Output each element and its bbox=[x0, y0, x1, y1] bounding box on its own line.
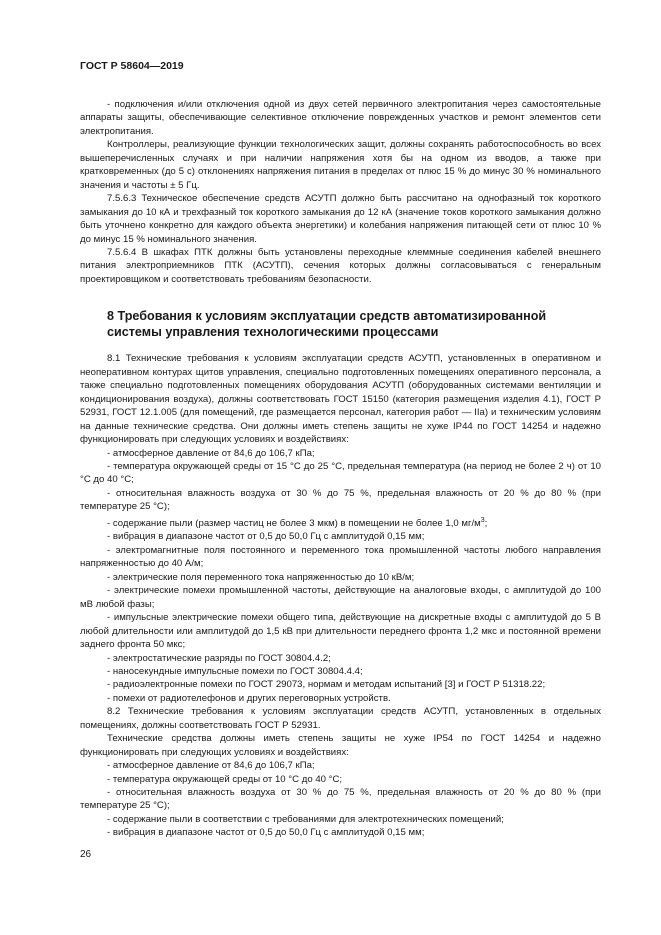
superscript: 3 bbox=[480, 516, 485, 524]
paragraph: - подключения и/или отключения одной из двух сетей первичного электропитания через самостоятельные аппараты защиты, обеспечивающие селективное отключение поврежденных участков и ремонт элементов сети электропитания. bbox=[80, 99, 601, 137]
list-item: - помехи от радиотелефонов и других переговорных устройств. bbox=[107, 692, 391, 704]
page-header: ГОСТ Р 58604—2019 bbox=[80, 60, 184, 72]
list-item-text: ; bbox=[484, 517, 488, 529]
section-heading bbox=[107, 308, 601, 340]
list-item: - атмосферное давление от 84,6 до 106,7 кПа; bbox=[107, 447, 315, 459]
section-heading-line: 8 Требования к условиям эксплуатации средств автоматизированной bbox=[107, 309, 547, 324]
paragraph: 7.5.6.4 В шкафах ПТК должны быть установлены переходные клеммные соединения кабелей внешнего питания электроприемников ПТК (АСУТП), сечения которых должны согласовываться с генеральным проектировщиком и соответствовать требованиям безопасности. bbox=[80, 246, 601, 285]
paragraph: 7.5.6.3 Техническое обеспечение средств АСУТП должно быть рассчитано на однофазный ток короткого замыкания до 10 кА и трехфазный ток короткого замыкания до 12 кА (значение токов короткого замыкания должно быть уточнено конкретно для каждого объекта энергетики) и колебания напряжения питающей сети от плюс 10 % до минус 15 % номинального значения. bbox=[80, 193, 601, 245]
list-item: - атмосферное давление от 84,6 до 106,7 кПа; bbox=[107, 760, 315, 772]
list-item: - импульсные электрические помехи общего типа, действующие на дискретные входы с амплитудой до 5 В любой длительности или амплитудой до 1,5 кВ при длительности переднего фронта 1,2 мкс и постоянной времени заднего фронта 50 мкс; bbox=[80, 612, 601, 651]
list-item bbox=[80, 514, 601, 531]
list-item: - вибрация в диапазоне частот от 0,5 до 50,0 Гц с амплитудой 0,15 мм; bbox=[107, 827, 425, 839]
page-number: 26 bbox=[80, 849, 92, 860]
paragraph: 8.1 Технические требования к условиям эксплуатации средств АСУТП, установленных в оперативном и неоперативном контурах щитов управления, специально подготовленных помещениях оперативного персонала, а также специально подготовленных помещениях оборудования АСУТП (оборудованных системами вентиляции и кондиционирования воздуха), должны соответствовать ГОСТ 15150 (категория размещения изделия 4.1), ГОСТ Р 52931, ГОСТ 12.1.005 (для помещений, где размещается персонал, категория работ — IIа) и техническим условиям на данные технические средства. Они должны иметь степень защиты не хуже IP44 по ГОСТ 14254 и надежно функционировать при следующих условиях и воздействиях: bbox=[80, 353, 601, 446]
list-item: - относительная влажность воздуха от 30 % до 75 %, предельная влажность от 20 % до 80 % (при температуре 25 °С); bbox=[80, 487, 601, 513]
paragraph: Технические средства должны иметь степень защиты не хуже IP54 по ГОСТ 14254 и надежно функционировать при следующих условиях и воздействиях: bbox=[80, 733, 601, 758]
list-item: - наносекундные импульсные помехи по ГОСТ 30804.4.4; bbox=[107, 665, 363, 677]
list-item: - температура окружающей среды от 10 °С до 40 °С; bbox=[107, 773, 343, 785]
list-item: - температура окружающей среды от 15 °С до 25 °С, предельная температура (на период не более 2 ч) от 10 °С до 40 °С; bbox=[80, 460, 601, 486]
section-heading-line: системы управления технологическими процессами bbox=[107, 325, 439, 340]
paragraph: 8.2 Технические требования к условиям эксплуатации средств АСУТП, установленных в отдельных помещениях, должны соответствовать ГОСТ Р 52931. bbox=[80, 706, 601, 731]
paragraph: Контроллеры, реализующие функции технологических защит, должны сохранять работоспособность во всех вышеперечисленных случаях и при наличии напряжения хотя бы на одном из вводов, а также при кратковременных (до 5 с) отклонениях напряжения питания в пределах от плюс 15 % до минус 30 % номинального значения и частоты ± 5 Гц. bbox=[80, 139, 601, 191]
list-item: - электрические поля переменного тока напряженностью до 10 кВ/м; bbox=[107, 571, 415, 583]
list-item: - содержание пыли в соответствии с требованиями для электротехнических помещений; bbox=[107, 813, 504, 825]
document-body bbox=[80, 98, 601, 840]
list-item: - электромагнитные поля постоянного и переменного тока промышленной частоты любого направления напряженностью до 40 А/м; bbox=[80, 544, 601, 570]
list-item: - электростатические разряды по ГОСТ 30804.4.2; bbox=[107, 652, 331, 664]
list-item: - радиоэлектронные помехи по ГОСТ 29073, нормам и методам испытаний [3] и ГОСТ Р 51318.22; bbox=[107, 679, 546, 691]
list-item: - вибрация в диапазоне частот от 0,5 до 50,0 Гц с амплитудой 0,15 мм; bbox=[107, 531, 425, 543]
list-item: - электрические помехи промышленной частоты, действующие на аналоговые входы, с амплитудой до 100 мВ любой фазы; bbox=[80, 585, 601, 610]
list-item: - относительная влажность воздуха от 30 % до 75 %, предельная влажность от 20 % до 80 % (при температуре 25 °С); bbox=[80, 787, 601, 812]
list-item-text: - содержание пыли (размер частиц не более 3 мкм) в помещении не более 1,0 мг/м bbox=[107, 517, 481, 529]
